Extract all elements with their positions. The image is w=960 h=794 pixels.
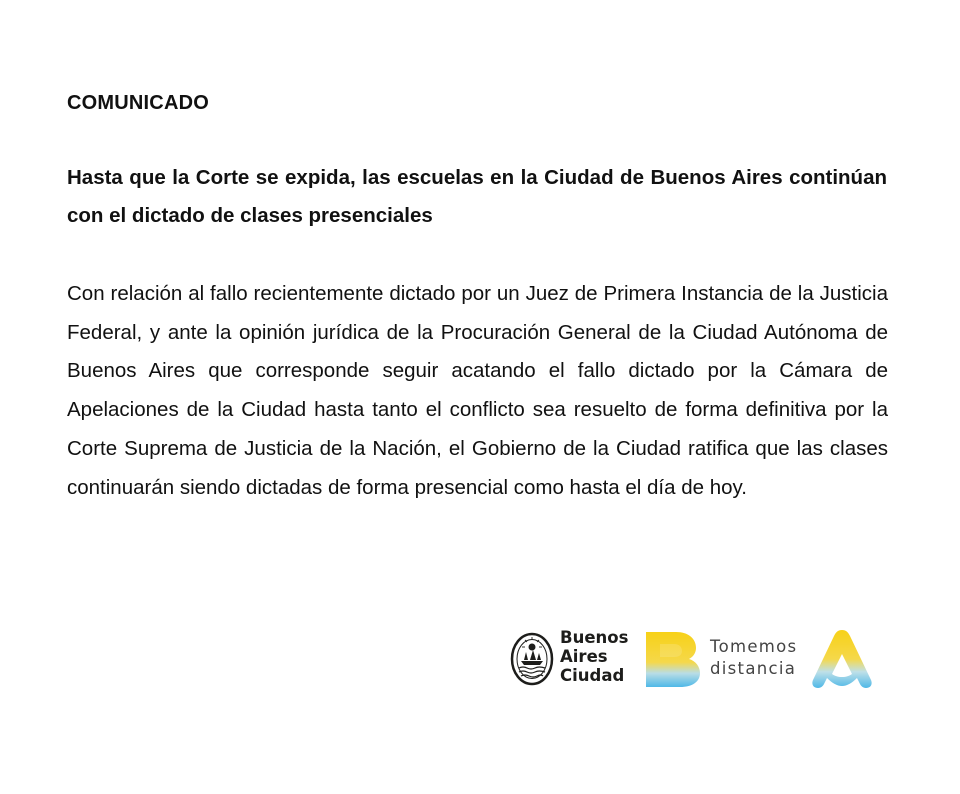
headline: Hasta que la Corte se expida, las escuelas en la Ciudad de Buenos Aires continúan con el dictado de clases presenciales [67, 166, 887, 227]
b-brand-icon [644, 630, 702, 688]
campaign-line: Tomemos [710, 637, 798, 656]
campaign-line: distancia [710, 659, 797, 678]
logo-line: Buenos [560, 628, 629, 647]
a-brand-icon [810, 628, 874, 690]
city-seal-icon [510, 630, 554, 686]
footer-logos [510, 628, 880, 692]
buenos-aires-ciudad-logo [560, 628, 628, 685]
logo-line: Aires [560, 647, 608, 666]
logo-line: Ciudad [560, 666, 625, 685]
body-paragraph: Con relación al fallo recientemente dictado por un Juez de Primera Instancia de la Justicia Federal, y ante la opinión jurídica de la Procuración General de la Ciudad Autónoma de Buenos Aires que corresponde seguir acatando el fallo dictado por la Cámara de Apelaciones de la Ciudad hasta tanto el conflicto sea resuelto de forma definitiva por la Corte Suprema de Justicia de la Nación, el Gobierno de la Ciudad ratifica que las clases continuarán siendo dictadas de forma presencial como hasta el día de hoy. [67, 282, 888, 499]
campaign-text [710, 636, 797, 680]
doc-label: COMUNICADO [67, 92, 209, 114]
